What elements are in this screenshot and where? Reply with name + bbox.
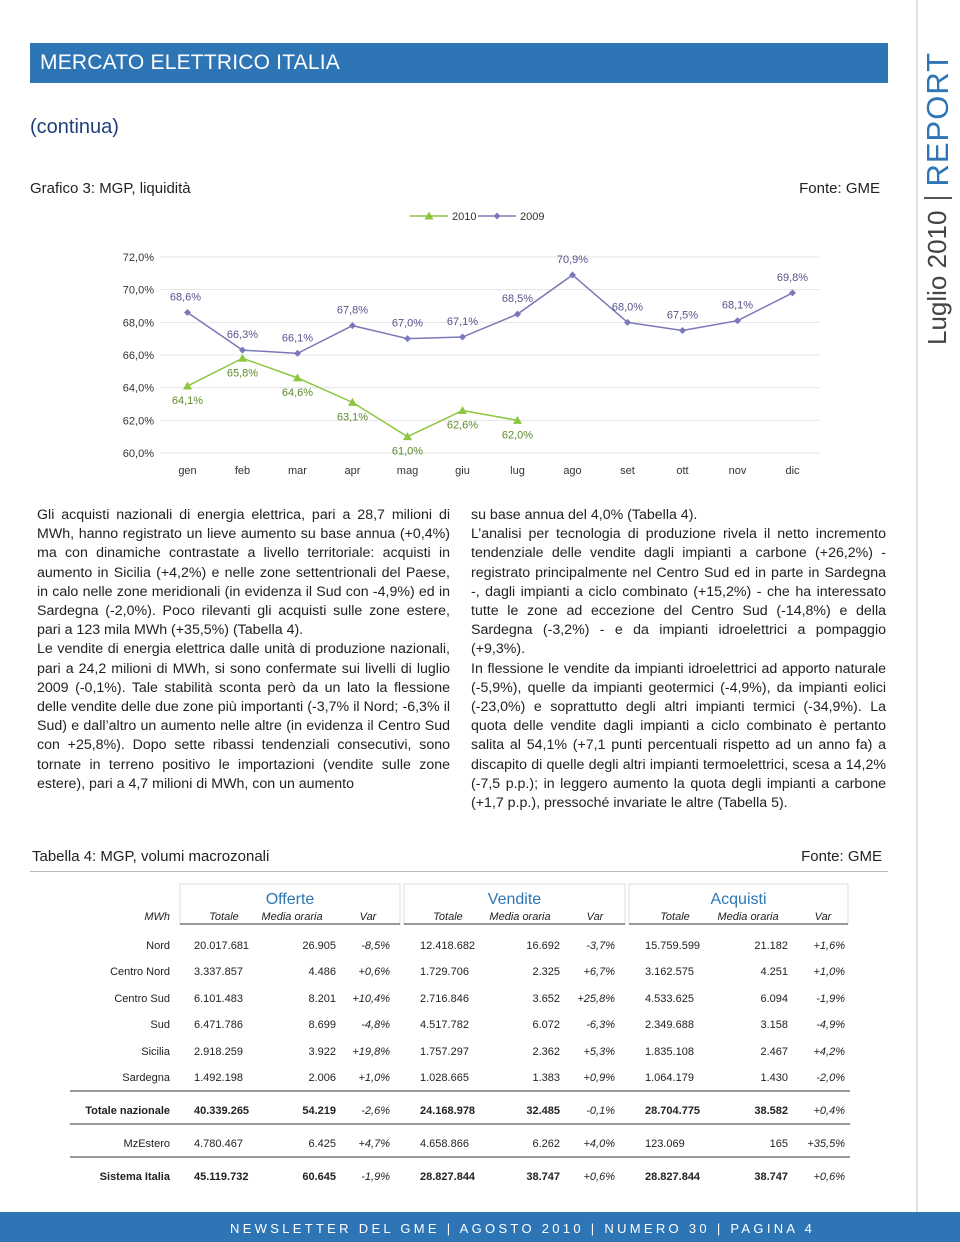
total-row-cell: 28.704.775 xyxy=(645,1105,701,1117)
estero-row-cell: 123.069 xyxy=(645,1138,685,1150)
table-row-cell: +4,2% xyxy=(813,1046,845,1058)
table-row-cell: 26.905 xyxy=(302,940,336,952)
table-row-cell: 8.201 xyxy=(308,993,336,1005)
sistema-row-cell: 60.645 xyxy=(302,1171,336,1183)
sub-header: Var xyxy=(586,911,604,923)
table-row-cell: 6.471.786 xyxy=(194,1019,243,1031)
estero-row-cell: 4.780.467 xyxy=(194,1138,243,1150)
x-tick-label: gen xyxy=(178,465,197,477)
body-text-left xyxy=(37,506,450,794)
total-row-cell: 38.582 xyxy=(754,1105,788,1117)
estero-row-label: MzEstero xyxy=(123,1138,170,1150)
total-row-cell: 40.339.265 xyxy=(194,1105,250,1117)
legend-label: 2009 xyxy=(520,211,545,223)
y-tick-label: 60,0% xyxy=(122,448,154,460)
sistema-row-cell: 28.827.844 xyxy=(420,1171,476,1183)
estero-row-cell: +4,7% xyxy=(358,1138,390,1150)
data-label-2009: 68,1% xyxy=(721,299,754,312)
data-point-2010 xyxy=(458,406,467,414)
table-row-cell: 20.017.681 xyxy=(194,940,250,952)
x-tick-label: nov xyxy=(728,465,747,477)
sistema-row-cell: 38.747 xyxy=(754,1171,788,1183)
data-point-2009 xyxy=(404,335,411,342)
x-tick-label: feb xyxy=(234,465,251,477)
x-tick-label: dic xyxy=(785,465,800,477)
table-row-cell: -3,7% xyxy=(586,940,615,952)
paragraph: Gli acquisti nazionali di energia elettrica, pari a 28,7 milioni di MWh, hanno registrato un lieve aumento su base annua (+0,4%) ma con dinamiche contrastate a livello territoriale: acquisti in aumento in Sicilia (+4,2%) e nelle zone settentrionali del Paese, in calo nelle zone meridionali (in evidenza il Sud con -4,9%) ed in Sardegna (-2,0%). Poco rilevanti gli acquisti sulle zone estere, pari a 123 mila MWh (+35,5%) (Tabella 4). xyxy=(37,507,450,639)
table-row-cell: 6.101.483 xyxy=(194,993,243,1005)
table-row-cell: 4.533.625 xyxy=(645,993,694,1005)
sistema-row-label: Sistema Italia xyxy=(99,1171,170,1183)
group-header: Offerte xyxy=(265,891,315,908)
table-row-cell: -1,9% xyxy=(816,993,845,1005)
table-row-cell: +10,4% xyxy=(352,993,390,1005)
data-label-2010: 61,0% xyxy=(391,445,424,458)
data-point-2009 xyxy=(294,350,301,357)
sub-header: Var xyxy=(359,911,377,923)
table-row-cell: 4.486 xyxy=(308,966,336,978)
table-row-cell: +1,6% xyxy=(813,940,845,952)
paragraph: In flessione le vendite da impianti idroelettrici ad apporto naturale (-5,9%), quelle da impianti geotermici (-4,9%), da impianti eolici (-23,0%) e soprattutto degli altri impianti termici (-34,9%). La quota delle vendite dagli impianti a ciclo combinato è pertanto salita al 54,1% (+7,1 punti percentuali rispetto ad un anno fa) a discapito di quelle degli altri impianti termoelettrici, scesa a 14,2% (-7,5 p.p.); in leggero aumento la quota degli impianti a carbone (+1,7 p.p.), pressoché invariate le altre (Tabella 5). xyxy=(471,660,886,812)
data-label-2009: 67,8% xyxy=(336,304,369,317)
data-label-2010: 62,0% xyxy=(501,429,534,442)
table-row-cell: 1.729.706 xyxy=(420,966,469,978)
table-row-label: Sud xyxy=(150,1019,170,1031)
table-row-cell: 1.430 xyxy=(760,1072,788,1084)
x-tick-label: apr xyxy=(344,465,361,477)
sub-header: Media oraria xyxy=(489,911,551,923)
footer-text: NEWSLETTER DEL GME | AGOSTO 2010 | NUMERO 30 | PAGINA 4 xyxy=(230,1221,816,1236)
data-label-2009: 68,0% xyxy=(611,301,644,314)
x-tick-label: ott xyxy=(676,465,689,477)
body-text-right xyxy=(471,506,886,813)
sub-header: Media oraria xyxy=(261,911,323,923)
table-row-cell: 16.692 xyxy=(526,940,560,952)
data-label-2010: 63,1% xyxy=(336,411,369,424)
table-caption-bar xyxy=(30,845,888,872)
table-row-cell: 2.918.259 xyxy=(194,1046,243,1058)
paragraph: L’analisi per tecnologia di produzione rivela il netto incremento tendenziale delle vendite dagli impianti a carbone (+26,2%) - registrato principalmente nel Centro Sud ed in parte in Sardegna -, dagli impianti a ciclo combinato (+15,2%) - che ha interessato tutte le zone ad eccezione del Centro Sud (-14,8%) e della Sardegna (-3,2%) - e da impianti idroelettrici a pompaggio (+9,3%). xyxy=(471,526,886,658)
sub-header: Var xyxy=(814,911,832,923)
table-row-cell: +25,8% xyxy=(577,993,615,1005)
total-row-cell: 24.168.978 xyxy=(420,1105,476,1117)
y-tick-label: 64,0% xyxy=(122,382,154,395)
table-source: Fonte: GME xyxy=(801,848,882,865)
liquidity-chart-svg xyxy=(30,200,888,490)
data-label-2009: 70,9% xyxy=(556,253,589,266)
total-row-cell: +0,4% xyxy=(813,1105,845,1117)
table-row-cell: +1,0% xyxy=(358,1072,390,1084)
table-row-cell: 21.182 xyxy=(754,940,788,952)
unit-label: MWh xyxy=(144,911,170,923)
data-point-2010 xyxy=(403,432,412,440)
y-tick-label: 72,0% xyxy=(122,252,154,264)
data-label-2009: 68,6% xyxy=(169,291,202,304)
data-label-2010: 62,6% xyxy=(446,419,479,432)
volumes-table-svg xyxy=(30,880,888,1190)
banner-title: MERCATO ELETTRICO ITALIA xyxy=(40,51,341,74)
estero-row-cell: 6.262 xyxy=(532,1138,560,1150)
series-line-2009 xyxy=(188,275,793,353)
table-caption: Tabella 4: MGP, volumi macrozonali xyxy=(32,848,270,865)
table-row-cell: 3.652 xyxy=(532,993,560,1005)
table-row-cell: +19,8% xyxy=(352,1046,390,1058)
table-row-cell: 2.349.688 xyxy=(645,1019,694,1031)
table-row-cell: 6.072 xyxy=(532,1019,560,1031)
total-row-cell: 54.219 xyxy=(302,1105,336,1117)
sidebar-report-word: REPORT xyxy=(919,51,955,187)
table-row-cell: +0,6% xyxy=(358,966,390,978)
y-tick-label: 68,0% xyxy=(122,317,154,330)
table-row-cell: 2.362 xyxy=(532,1046,560,1058)
sidebar-divider xyxy=(916,0,918,1242)
table-row-label: Sardegna xyxy=(122,1072,170,1084)
data-label-2009: 69,8% xyxy=(776,271,809,284)
table-row-label: Nord xyxy=(146,940,170,952)
legend-label: 2010 xyxy=(452,211,477,223)
table-row-cell: 12.418.682 xyxy=(420,940,476,952)
volumes-table xyxy=(30,880,888,1190)
y-tick-label: 66,0% xyxy=(122,350,154,362)
data-label-2009: 67,1% xyxy=(446,316,479,329)
estero-row-cell: 6.425 xyxy=(308,1138,336,1150)
table-row-cell: 1.492.198 xyxy=(194,1072,243,1084)
data-label-2010: 64,1% xyxy=(171,395,204,408)
table-row-cell: +5,3% xyxy=(583,1046,615,1058)
data-point-2009 xyxy=(789,289,796,296)
group-header: Vendite xyxy=(487,891,542,908)
footer-bar xyxy=(0,1212,960,1242)
sistema-row-cell: +0,6% xyxy=(583,1171,615,1183)
table-row-cell: -2,0% xyxy=(816,1072,845,1084)
sistema-row-cell: 38.747 xyxy=(526,1171,560,1183)
table-row-cell: -8,5% xyxy=(361,940,390,952)
continua-label: (continua) xyxy=(30,116,119,138)
legend-marker xyxy=(494,213,501,220)
table-row-label: Centro Sud xyxy=(114,993,170,1005)
data-label-2010: 64,6% xyxy=(281,386,314,399)
x-tick-label: set xyxy=(620,465,635,477)
data-point-2009 xyxy=(349,322,356,329)
paragraph: su base annua del 4,0% (Tabella 4). xyxy=(471,507,698,523)
y-tick-label: 70,0% xyxy=(122,284,154,297)
table-row-cell: 3.162.575 xyxy=(645,966,694,978)
total-row-cell: -0,1% xyxy=(586,1105,615,1117)
section-banner xyxy=(30,43,888,83)
table-row-cell: +1,0% xyxy=(813,966,845,978)
data-label-2009: 66,1% xyxy=(281,332,314,345)
total-row-cell: -2,6% xyxy=(361,1105,390,1117)
table-row-cell: 1.064.179 xyxy=(645,1072,694,1084)
table-row-cell: -4,8% xyxy=(361,1019,390,1031)
table-row-cell: 3.158 xyxy=(760,1019,788,1031)
chart-source: Fonte: GME xyxy=(799,180,880,197)
sistema-row-cell: 45.119.732 xyxy=(194,1171,249,1183)
data-point-2010 xyxy=(183,382,192,390)
data-point-2009 xyxy=(679,327,686,334)
table-row-cell: 3.922 xyxy=(308,1046,336,1058)
x-tick-label: ago xyxy=(563,465,582,477)
data-label-2009: 67,5% xyxy=(666,309,699,322)
table-row-cell: -4,9% xyxy=(816,1019,845,1031)
table-row-cell: 3.337.857 xyxy=(194,966,243,978)
liquidity-chart xyxy=(30,200,888,490)
table-row-cell: 6.094 xyxy=(760,993,788,1005)
sidebar-separator xyxy=(924,197,952,199)
chart-caption: Grafico 3: MGP, liquidità xyxy=(30,180,191,197)
table-row-cell: +6,7% xyxy=(583,966,615,978)
sistema-row-cell: +0,6% xyxy=(813,1171,845,1183)
table-row-cell: 2.467 xyxy=(760,1046,788,1058)
table-row-label: Centro Nord xyxy=(110,966,170,978)
table-row-cell: 2.325 xyxy=(532,966,560,978)
x-tick-label: lug xyxy=(510,465,525,477)
paragraph: Le vendite di energia elettrica dalle unità di produzione nazionali, pari a 24,2 milioni di MWh, si sono confermate sui livelli di luglio 2009 (-0,1%). Tale stabilità sconta però da un lato la flessione delle vendite delle due zone più importanti (-3,7% il Nord; -6,3% il Sud) e dall’altro un aumento nelle altre (in evidenza il Centro Sud con +25,8%). Dopo sette ribassi tendenziali consecutivi, sono tornate in terreno positivo le importazioni (vendite sulle zone estere), pari a 4,7 milioni di MWh, con un aumento xyxy=(37,641,450,792)
table-row-cell: 1.757.297 xyxy=(420,1046,469,1058)
estero-row-cell: 165 xyxy=(769,1138,788,1150)
sub-header: Totale xyxy=(209,911,239,923)
table-row-cell: 1.835.108 xyxy=(645,1046,694,1058)
sub-header: Media oraria xyxy=(717,911,779,923)
table-row-cell: 4.517.782 xyxy=(420,1019,469,1031)
table-row-cell: 1.383 xyxy=(532,1072,560,1084)
table-row-cell: 2.006 xyxy=(308,1072,336,1084)
table-row-cell: 4.251 xyxy=(760,966,788,978)
sistema-row-cell: -1,9% xyxy=(361,1171,390,1183)
data-point-2009 xyxy=(459,334,466,341)
x-tick-label: giu xyxy=(455,465,470,477)
table-row-cell: +0,9% xyxy=(583,1072,615,1084)
data-point-2010 xyxy=(348,398,357,406)
estero-row-cell: +4,0% xyxy=(583,1138,615,1150)
data-point-2009 xyxy=(734,317,741,324)
sistema-row-cell: 28.827.844 xyxy=(645,1171,701,1183)
sidebar-report xyxy=(919,51,956,645)
x-tick-label: mar xyxy=(288,465,307,477)
estero-row-cell: 4.658.866 xyxy=(420,1138,469,1150)
data-label-2009: 67,0% xyxy=(391,317,424,330)
table-row-cell: 8.699 xyxy=(308,1019,336,1031)
data-label-2009: 66,3% xyxy=(226,329,259,342)
total-row-cell: 32.485 xyxy=(526,1105,560,1117)
table-row-label: Sicilia xyxy=(141,1046,170,1058)
total-row-label: Totale nazionale xyxy=(85,1105,170,1117)
table-row-cell: -6,3% xyxy=(586,1019,615,1031)
group-header: Acquisti xyxy=(710,891,767,908)
table-row-cell: 2.716.846 xyxy=(420,993,469,1005)
table-row-cell: 1.028.665 xyxy=(420,1072,469,1084)
table-row-cell: 15.759.599 xyxy=(645,940,701,952)
sub-header: Totale xyxy=(433,911,463,923)
y-tick-label: 62,0% xyxy=(122,415,154,428)
sub-header: Totale xyxy=(660,911,690,923)
x-tick-label: mag xyxy=(396,465,419,477)
data-label-2009: 68,5% xyxy=(501,293,534,306)
data-label-2010: 65,8% xyxy=(226,367,259,380)
estero-row-cell: +35,5% xyxy=(807,1138,845,1150)
sidebar-date: Luglio 2010 xyxy=(922,210,952,345)
